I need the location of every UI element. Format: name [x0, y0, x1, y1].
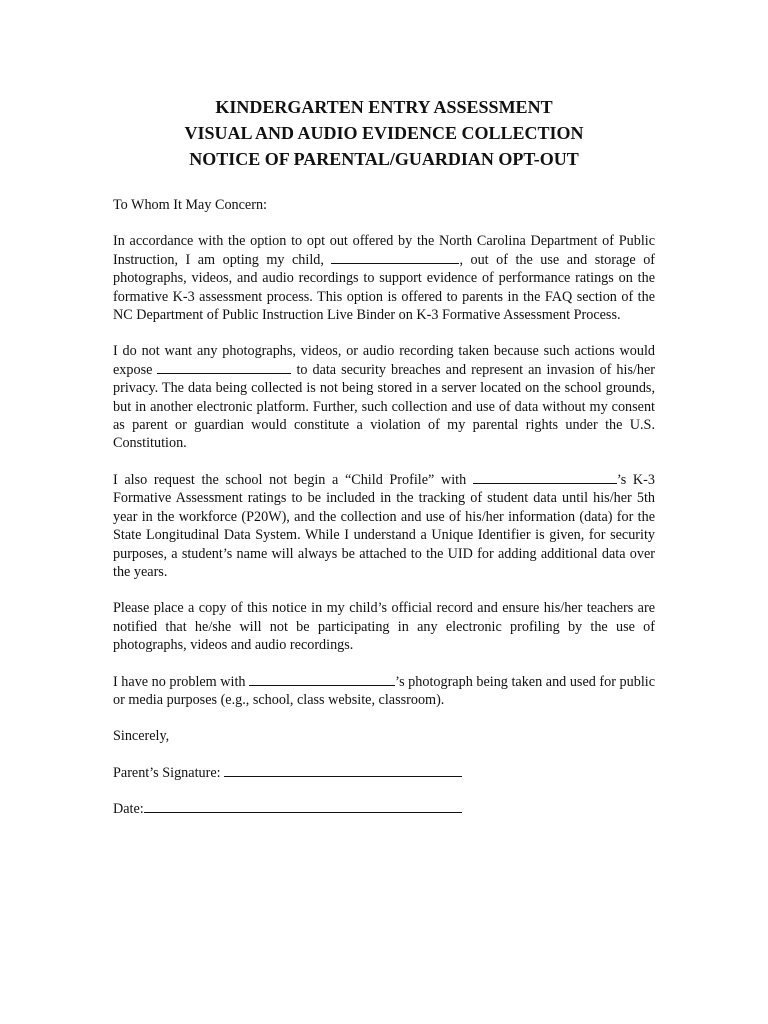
salutation: To Whom It May Concern: — [113, 197, 267, 213]
paragraph-official-record: Please place a copy of this notice in my child’s official record and ensure his/her teachers are notified that he/she will not be participating in any electronic profiling by the use of photographs, videos and audio recordings. — [113, 600, 655, 654]
title-line-3: NOTICE OF PARENTAL/GUARDIAN OPT-OUT — [189, 149, 579, 169]
document-title — [113, 94, 655, 172]
closing: Sincerely, — [113, 728, 170, 745]
paragraph-child-profile-text-a: I also request the school not begin a “Child Profile” with — [113, 471, 467, 488]
paragraph-child-profile-text-b: ’s K-3 Formative Assessment ratings to be included in the tracking of student data until his/her 5th year in the workforce (P20W), and the collection and use of his/her information (data) for the State Longitudinal Data System. While I understand a Unique Identifier is given, for security purposes, a student’s name will always be attached to the UID for adding additional data over the years. — [113, 471, 655, 580]
paragraph-opt-out-text-a: In accordance with the option to opt out offered by the North Carolina Department of Public Instruction, I am opting my child, — [113, 233, 655, 268]
child-name-blank[interactable] — [331, 251, 459, 264]
paragraph-photo-consent — [113, 673, 655, 710]
child-name-blank-4[interactable] — [249, 673, 395, 686]
title-line-1: KINDERGARTEN ENTRY ASSESSMENT — [215, 97, 553, 117]
date-label: Date: — [113, 801, 144, 818]
paragraph-opt-out — [113, 232, 655, 324]
signature-line — [113, 764, 655, 782]
paragraph-photo-consent-text-b: ’s photograph being taken and used for public or media purposes (e.g., school, class website, classroom). — [113, 673, 656, 708]
paragraph-child-profile — [113, 471, 655, 581]
paragraph-privacy — [113, 342, 655, 452]
document-page — [113, 94, 655, 837]
paragraph-privacy-text-b: to data security breaches and represent an invasion of his/her privacy. The data being collected is not being stored in a server located on the school grounds, but in another electronic platform. Further, such collection and use of data without my consent as parent or guardian would constitute a violation of my parental rights under the U.S. Constitution. — [113, 361, 656, 452]
paragraph-photo-consent-text-a: I have no problem with — [113, 673, 246, 690]
child-name-blank-3[interactable] — [473, 471, 617, 484]
paragraph-opt-out-text-b: , out of the use and storage of photographs, videos, and audio recordings to support evidence of performance ratings on the formative K-3 assessment process. This option is offered to parents in the FAQ section of the NC Department of Public Instruction Live Binder on K-3 Formative Assessment Process. — [113, 251, 656, 324]
child-name-blank-2[interactable] — [157, 361, 291, 374]
title-line-2: VISUAL AND AUDIO EVIDENCE COLLECTION — [184, 123, 584, 143]
date-blank[interactable] — [144, 800, 462, 813]
paragraph-privacy-text-a: I do not want any photographs, videos, or audio recording taken because such actions would expose — [113, 343, 655, 378]
signature-label: Parent’s Signature: — [113, 764, 221, 781]
signature-blank[interactable] — [224, 764, 462, 777]
date-line — [113, 800, 655, 818]
